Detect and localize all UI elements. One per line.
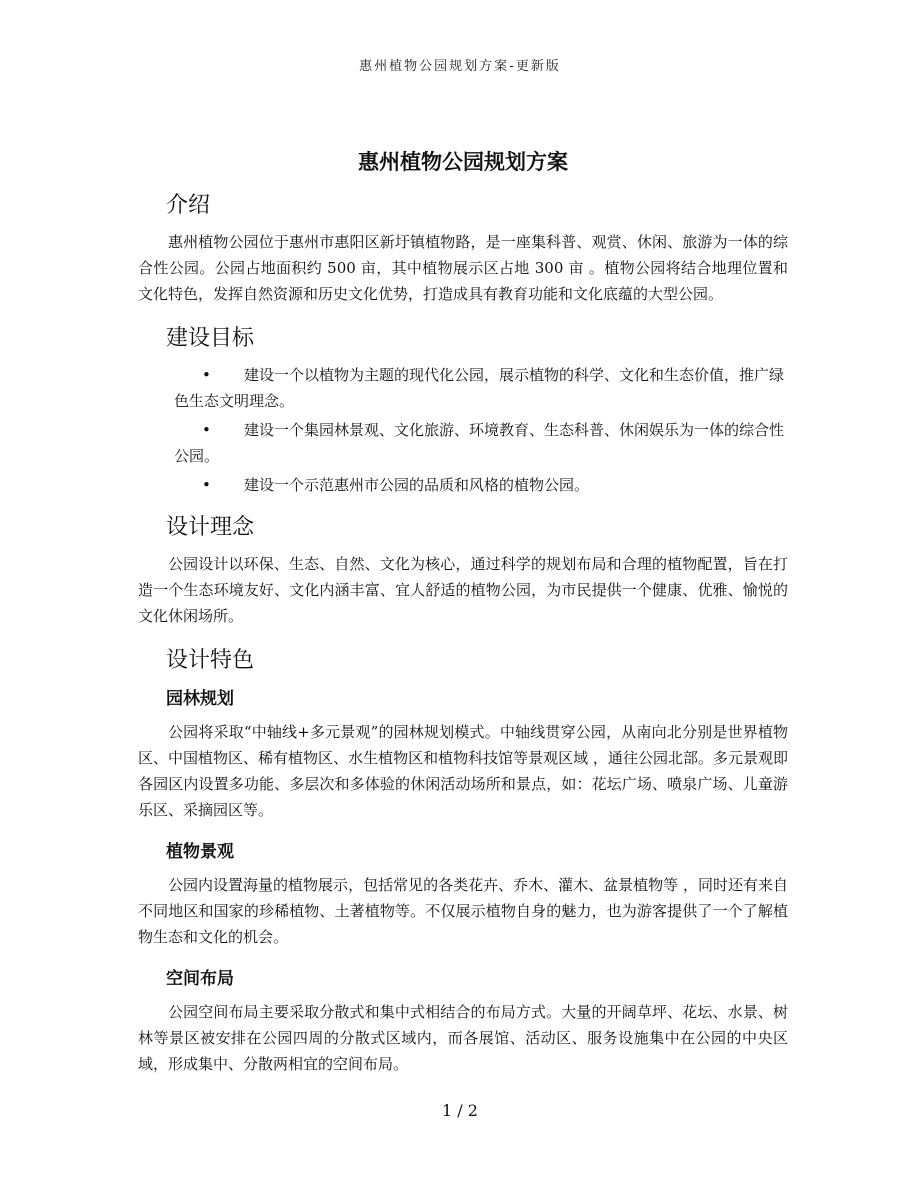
document-body bbox=[138, 146, 788, 1091]
landscape-paragraph: 公园内设置海量的植物展示，包括常见的各类花卉、乔木、灌木、盆景植物等 ，同时还有来自不同地区和国家的珍稀植物、土著植物等。不仅展示植物自身的魅力，也为游客提供了一个了解植物生态和文化的机会。 bbox=[138, 876, 788, 946]
heading-features: 设计特色 bbox=[166, 648, 255, 673]
document-title: 惠州植物公园规划方案 bbox=[358, 150, 568, 174]
list-item bbox=[138, 362, 788, 414]
bullet-icon: • bbox=[202, 476, 211, 494]
bullet-icon: • bbox=[202, 421, 211, 439]
list-item-text: 建设一个示范惠州市公园的品质和风格的植物公园。 bbox=[244, 476, 590, 494]
list-item-text: 建设一个集园林景观、文化旅游、环境教育、生态科普、休闲娱乐为一体的综合性公园。 bbox=[174, 421, 785, 465]
list-item bbox=[138, 417, 788, 469]
running-header: 惠州植物公园规划方案-更新版 bbox=[359, 59, 561, 74]
heading-intro: 介绍 bbox=[166, 193, 211, 218]
concept-paragraph: 公园设计以环保、生态、自然、文化为核心，通过科学的规划布局和合理的植物配置，旨在打造一个生态环境友好、文化内涵丰富、宜人舒适的植物公园，为市民提供一个健康、优雅、愉悦的文化休闲场所。 bbox=[138, 555, 788, 625]
bullet-icon: • bbox=[202, 366, 211, 384]
garden-paragraph: 公园将采取“中轴线+多元景观”的园林规划模式。中轴线贯穿公园，从南向北分别是世界植物区、中国植物区、稀有植物区、水生植物区和植物科技馆等景观区域 ，通往公园北部。多元景观即各园区内设置多功能、多层次和多体验的休闲活动场所和景点，如：花坛广场、喷泉广场、儿童游乐区、采摘园区等。 bbox=[138, 723, 788, 819]
list-item-text: 建设一个以植物为主题的现代化公园，展示植物的科学、文化和生态价值，推广绿色生态文明理念。 bbox=[174, 366, 785, 410]
page-number: 1 / 2 bbox=[442, 1101, 478, 1120]
list-item bbox=[138, 472, 788, 498]
subheading-garden-planning: 园林规划 bbox=[166, 689, 234, 709]
goals-list bbox=[138, 362, 788, 498]
layout-paragraph: 公园空间布局主要采取分散式和集中式相结合的布局方式。大量的开阔草坪、花坛、水景、树林等景区被安排在公园四周的分散式区域内，而各展馆、活动区、服务设施集中在公园的中央区域，形成集中、分散两相宜的空间布局。 bbox=[138, 1003, 788, 1073]
subheading-plant-landscape: 植物景观 bbox=[166, 842, 234, 862]
heading-concept: 设计理念 bbox=[166, 515, 255, 540]
heading-goals: 建设目标 bbox=[166, 326, 255, 351]
subheading-spatial-layout: 空间布局 bbox=[166, 969, 234, 989]
intro-paragraph: 惠州植物公园位于惠州市惠阳区新圩镇植物路，是一座集科普、观赏、休闲、旅游为一体的综合性公园。公园占地面积约 500 亩，其中植物展示区占地 300 亩 。植物公园将结合地理位置和文化特色，发挥自然资源和历史文化优势，打造成具有教育功能和文化底蕴的大型公园。 bbox=[138, 233, 788, 303]
